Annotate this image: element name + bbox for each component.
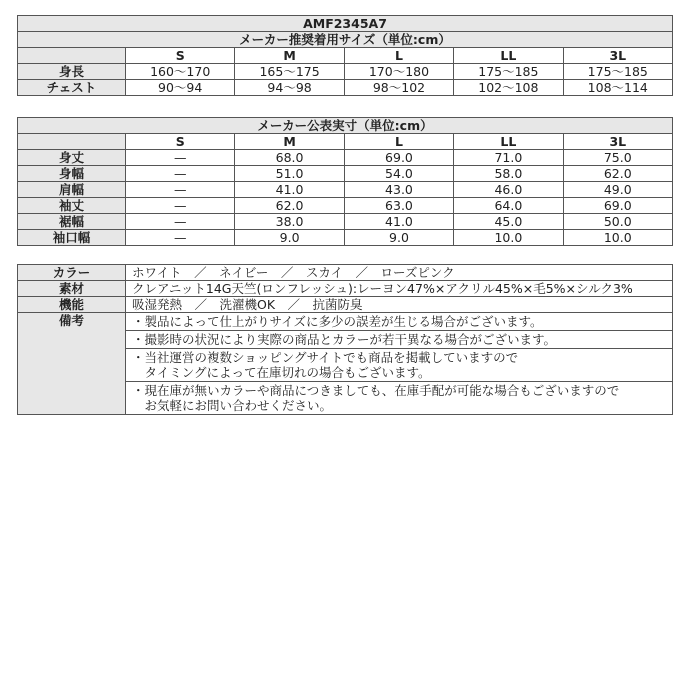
actual-title: メーカー公表実寸（単位:cm） <box>18 118 673 134</box>
table-cell: 41.0 <box>235 182 344 198</box>
table-cell: 175〜185 <box>563 64 672 80</box>
table-cell: 71.0 <box>454 150 563 166</box>
table-cell: 102〜108 <box>454 80 563 96</box>
table-cell: 10.0 <box>454 230 563 246</box>
row-label-sleeve-length: 袖丈 <box>18 198 126 214</box>
note-text: お気軽にお問い合わせください。 <box>132 398 333 413</box>
info-row-notes <box>18 313 673 331</box>
row-label-hem-width: 裾幅 <box>18 214 126 230</box>
recommended-title: メーカー推奨着用サイズ（単位:cm） <box>18 32 673 48</box>
table-cell: — <box>126 230 235 246</box>
table-cell: 41.0 <box>344 214 453 230</box>
notes-label: 備考 <box>18 313 126 415</box>
row-label-chest: チェスト <box>18 80 126 96</box>
size-header-3l: 3L <box>563 48 672 64</box>
table-cell: 58.0 <box>454 166 563 182</box>
table-cell: 49.0 <box>563 182 672 198</box>
table-cell: 170〜180 <box>344 64 453 80</box>
size-header-ll: LL <box>454 48 563 64</box>
size-header-row <box>18 48 673 64</box>
table-cell: 54.0 <box>344 166 453 182</box>
table-cell: 9.0 <box>344 230 453 246</box>
product-info-table <box>17 264 673 415</box>
size-header-row <box>18 134 673 150</box>
table-cell: 10.0 <box>563 230 672 246</box>
info-row-color <box>18 265 673 281</box>
size-header-3l: 3L <box>563 134 672 150</box>
table-cell: 75.0 <box>563 150 672 166</box>
table-cell: 98〜102 <box>344 80 453 96</box>
size-header-l: L <box>344 48 453 64</box>
note-item <box>126 331 673 349</box>
function-value: 吸湿発熱 ／ 洗濯機OK ／ 抗菌防臭 <box>126 297 673 313</box>
table-cell: 63.0 <box>344 198 453 214</box>
table-row <box>18 64 673 80</box>
color-label: カラー <box>18 265 126 281</box>
table-cell: 108〜114 <box>563 80 672 96</box>
table-row <box>18 198 673 214</box>
table-cell: 160〜170 <box>126 64 235 80</box>
table-cell: 64.0 <box>454 198 563 214</box>
table-cell: 62.0 <box>563 166 672 182</box>
row-label-height: 身長 <box>18 64 126 80</box>
table-cell: 43.0 <box>344 182 453 198</box>
model-number: AMF2345A7 <box>18 16 673 32</box>
note-item <box>126 349 673 382</box>
table-cell: 90〜94 <box>126 80 235 96</box>
table-cell: 165〜175 <box>235 64 344 80</box>
table-cell: 46.0 <box>454 182 563 198</box>
note-text: タイミングによって在庫切れの場合もございます。 <box>132 365 431 380</box>
note-text: ・撮影時の状況により実際の商品とカラーが若干異なる場合がございます。 <box>132 332 557 347</box>
table-cell: 62.0 <box>235 198 344 214</box>
info-row-material <box>18 281 673 297</box>
note-text: ・当社運営の複数ショッピングサイトでも商品を掲載していますので <box>132 350 519 365</box>
table-cell: 50.0 <box>563 214 672 230</box>
actual-size-table <box>17 117 673 246</box>
table-cell: — <box>126 182 235 198</box>
table-row <box>18 80 673 96</box>
function-label: 機能 <box>18 297 126 313</box>
table-row <box>18 150 673 166</box>
table-cell: 69.0 <box>563 198 672 214</box>
table-cell: 68.0 <box>235 150 344 166</box>
row-label-shoulder-width: 肩幅 <box>18 182 126 198</box>
table-cell: — <box>126 150 235 166</box>
table-cell: 69.0 <box>344 150 453 166</box>
note-item <box>126 313 673 331</box>
material-value: クレアニット14G天竺(ロンフレッシュ):レーヨン47%×アクリル45%×毛5%×シルク3% <box>126 281 673 297</box>
table-row <box>18 230 673 246</box>
table-cell: — <box>126 198 235 214</box>
row-label-body-length: 身丈 <box>18 150 126 166</box>
size-header-s: S <box>126 134 235 150</box>
table-cell: 9.0 <box>235 230 344 246</box>
size-header-ll: LL <box>454 134 563 150</box>
row-label-body-width: 身幅 <box>18 166 126 182</box>
table-cell: 175〜185 <box>454 64 563 80</box>
size-header-s: S <box>126 48 235 64</box>
info-row-function <box>18 297 673 313</box>
table-row <box>18 214 673 230</box>
table-row <box>18 182 673 198</box>
note-text: ・現在庫が無いカラーや商品につきましても、在庫手配が可能な場合もございますので <box>132 383 620 398</box>
material-label: 素材 <box>18 281 126 297</box>
color-value: ホワイト ／ ネイビー ／ スカイ ／ ローズピンク <box>126 265 673 281</box>
corner-cell <box>18 48 126 64</box>
table-row <box>18 166 673 182</box>
corner-cell <box>18 134 126 150</box>
size-header-m: M <box>235 134 344 150</box>
note-text: ・製品によって仕上がりサイズに多少の誤差が生じる場合がございます。 <box>132 314 543 329</box>
table-cell: — <box>126 166 235 182</box>
table-cell: 51.0 <box>235 166 344 182</box>
recommended-size-table <box>17 15 673 96</box>
table-cell: — <box>126 214 235 230</box>
table-cell: 45.0 <box>454 214 563 230</box>
note-item <box>126 382 673 415</box>
table-cell: 94〜98 <box>235 80 344 96</box>
size-header-l: L <box>344 134 453 150</box>
size-header-m: M <box>235 48 344 64</box>
table-cell: 38.0 <box>235 214 344 230</box>
row-label-cuff-width: 袖口幅 <box>18 230 126 246</box>
